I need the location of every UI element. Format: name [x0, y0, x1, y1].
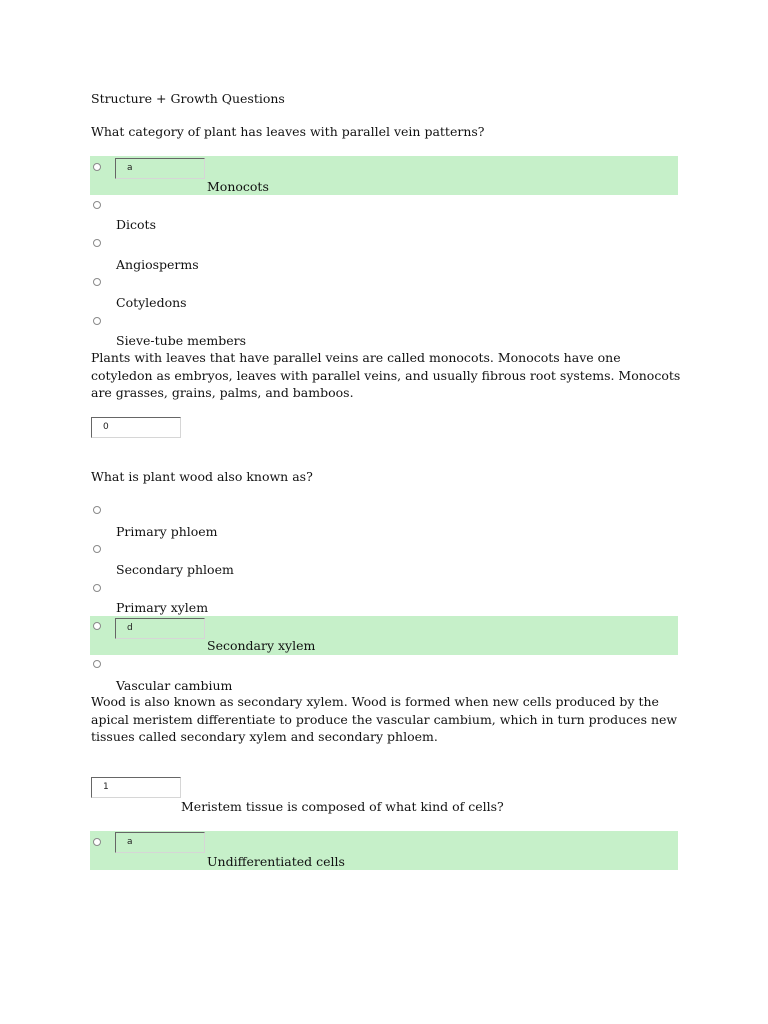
- option-label: Sieve-tube members: [116, 333, 246, 348]
- option-radio[interactable]: [93, 584, 101, 592]
- option-label: Vascular cambium: [116, 678, 233, 693]
- option-label: Cotyledons: [116, 295, 187, 310]
- answer-letter-field[interactable]: a: [115, 158, 205, 179]
- page-title: Structure + Growth Questions: [91, 91, 285, 106]
- option-label: Secondary xylem: [207, 638, 316, 653]
- option-radio[interactable]: [93, 163, 101, 171]
- option-radio[interactable]: [93, 838, 101, 846]
- score-field[interactable]: 0: [91, 417, 181, 438]
- option-radio[interactable]: [93, 317, 101, 325]
- option-radio[interactable]: [93, 622, 101, 630]
- option-radio[interactable]: [93, 506, 101, 514]
- question-prompt: What category of plant has leaves with parallel vein patterns?: [91, 124, 485, 139]
- answer-explanation: Wood is also known as secondary xylem. Wood is formed when new cells produced by the apical meristem differentiate to produce the vascular cambium, which in turn produces new tissues called secondary xylem and secondary phloem.: [91, 694, 678, 744]
- question-prompt: What is plant wood also known as?: [91, 469, 313, 484]
- option-label: Dicots: [116, 217, 156, 232]
- score-field[interactable]: 1: [91, 777, 181, 798]
- option-label: Undifferentiated cells: [207, 854, 345, 869]
- option-radio[interactable]: [93, 201, 101, 209]
- option-radio[interactable]: [93, 660, 101, 668]
- option-label: Primary xylem: [116, 600, 209, 615]
- question-prompt: Meristem tissue is composed of what kind of cells?: [181, 799, 504, 814]
- answer-letter-field[interactable]: d: [115, 618, 205, 639]
- option-label: Monocots: [207, 179, 269, 194]
- option-label: Primary phloem: [116, 524, 218, 539]
- option-radio[interactable]: [93, 545, 101, 553]
- option-radio[interactable]: [93, 278, 101, 286]
- option-label: Secondary phloem: [116, 562, 234, 577]
- answer-explanation: Plants with leaves that have parallel veins are called monocots. Monocots have one cotyledon as embryos, leaves with parallel veins, and usually fibrous root systems. Monocots are grasses, grains, palms, and bamboos.: [91, 350, 681, 400]
- option-radio[interactable]: [93, 239, 101, 247]
- option-label: Angiosperms: [116, 257, 199, 272]
- answer-letter-field[interactable]: a: [115, 832, 205, 853]
